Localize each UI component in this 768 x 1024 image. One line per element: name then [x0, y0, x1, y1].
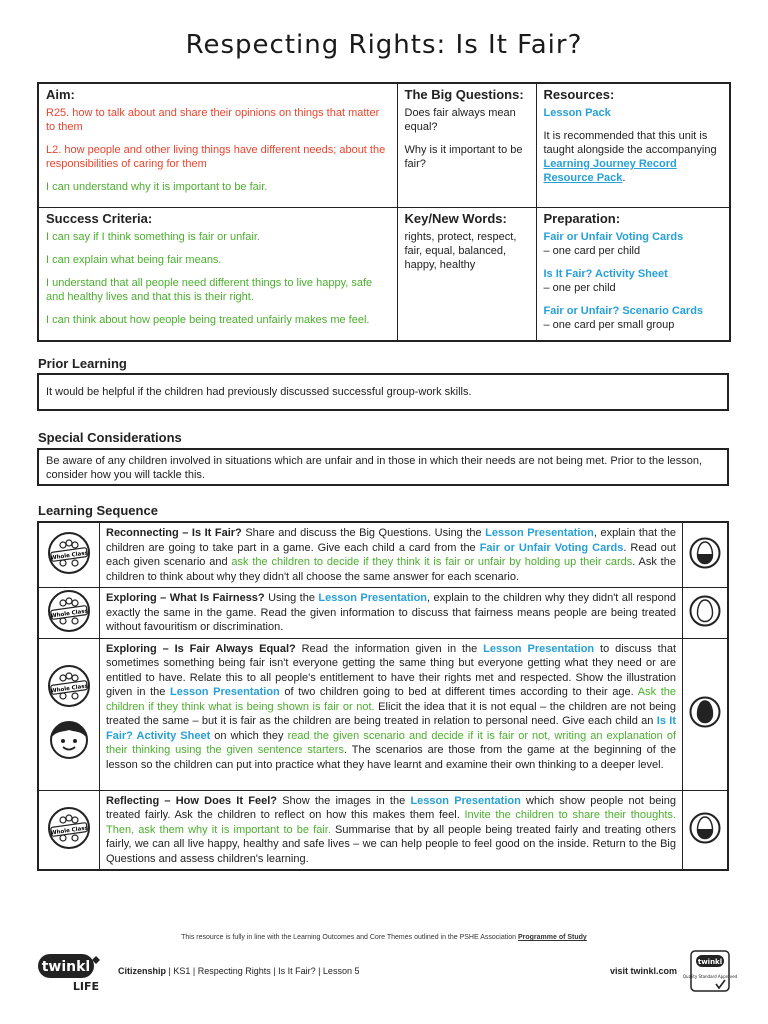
visit-twinkl-link[interactable]: visit twinkl.com	[610, 966, 678, 976]
whole-class-icon	[47, 589, 91, 633]
whole-class-icon-cell	[38, 522, 100, 588]
prior-learning-box	[37, 373, 729, 411]
preparation-heading: Preparation:	[543, 211, 621, 226]
special-considerations-text: Be aware of any children involved in situations which are unfair and in those in which their needs are not being met. Prior to the lesson, consider how you will tackle this.	[46, 455, 703, 481]
big-questions-heading: The Big Questions:	[404, 87, 524, 102]
key-words-cell	[397, 208, 536, 342]
egg-timer-empty-icon	[689, 595, 721, 627]
step-title: Reflecting – How Does It Feel?	[106, 794, 277, 807]
step-text: . Ask the children to think about why they didn't all choose the same answer for each scenario.	[106, 556, 676, 583]
step-title: Exploring – What Is Fairness?	[106, 592, 265, 604]
big-question-2: Why is it important to be fair?	[404, 144, 523, 170]
whole-class-badge-text: Whole Class	[50, 682, 89, 695]
programme-of-study-link[interactable]: Programme of Study	[517, 934, 587, 941]
step-activity: read the given scenario and decide if it is fair or not, writing an explanation of their thinking using the given sentence starters	[106, 729, 677, 756]
quality-logo-text: twinkl	[697, 958, 723, 966]
big-questions-cell	[397, 83, 536, 208]
lesson-presentation-link[interactable]: Lesson Presentation	[170, 686, 280, 698]
footer-note	[0, 934, 768, 941]
footer-note-text: This resource is fully in line with the Learning Outcomes and Core Themes outlined in the PSHE Association	[181, 934, 517, 941]
preparation-cell	[536, 208, 730, 342]
step-activity: ask the children to decide if they think it is fair or unfair by holding up their cards	[231, 556, 633, 568]
step-activity: Invite the children to share their thoughts. Then, ask them why it is important to be fair.	[106, 809, 676, 836]
egg-icon-cell	[683, 790, 729, 870]
success-criterion: I can say if I think something is fair or unfair.	[46, 231, 260, 243]
lesson-presentation-link[interactable]: Lesson Presentation	[410, 794, 521, 807]
prep-item-detail: – one per child	[543, 282, 616, 294]
lesson-plan-table	[37, 82, 731, 342]
step-text: , explain to the children why they didn't all respond exactly the same in the game. Read the given information to discuss that fairness means people are being treated without favouritism or discrimination.	[106, 592, 676, 633]
egg-timer-full-icon	[689, 696, 721, 728]
key-words-heading: Key/New Words:	[404, 211, 507, 226]
step-text: Share and discuss the Big Questions. Using the	[241, 527, 486, 539]
logo-life-text: LIFE	[72, 980, 100, 993]
voting-cards-link[interactable]: Fair or Unfair Voting Cards	[479, 541, 624, 554]
egg-icon-cell	[683, 522, 729, 588]
whole-class-badge-text: Whole Class	[50, 607, 89, 620]
success-criterion: I can explain what being fair means.	[46, 254, 222, 266]
step-text: which show people not being treated fairly. Ask the children to reflect on how this makes them feel.	[106, 794, 676, 821]
twinkl-life-logo	[38, 952, 104, 994]
step-text: . The scenarios are those from the game at the beginning of the lesson so the children can put into practice what they have learnt and examine their own thinking to a deeper level.	[106, 744, 676, 771]
sequence-step	[100, 522, 683, 588]
table-row	[38, 638, 728, 790]
footer-subject: Citizenship	[118, 966, 167, 976]
step-text: Using the	[264, 592, 319, 604]
sequence-step	[100, 588, 683, 639]
step-title: Reconnecting – Is It Fair?	[106, 527, 242, 539]
footer-lesson-info: | KS1 | Respecting Rights | Is It Fair? | Lesson 5	[166, 966, 360, 976]
resources-heading: Resources:	[543, 87, 615, 102]
egg-timer-quarter-icon	[689, 812, 721, 844]
success-criterion: I can think about how people being treated unfairly makes me feel.	[46, 314, 370, 326]
lesson-pack-link[interactable]: Lesson Pack	[543, 107, 611, 119]
lesson-presentation-link[interactable]: Lesson Presentation	[483, 642, 595, 655]
logo-text: twinkl	[41, 959, 91, 975]
prep-item-name[interactable]: Is It Fair? Activity Sheet	[543, 268, 668, 280]
table-row	[38, 522, 728, 588]
prep-item-name[interactable]: Fair or Unfair Voting Cards	[543, 231, 684, 243]
prior-learning-heading: Prior Learning	[38, 356, 127, 371]
whole-class-icon-cell	[38, 588, 100, 639]
step-text: to discuss that sometimes something being fair isn't everyone getting the same thing but everyone getting what they need or are entitled to have. Relate this to all people's entitlement to have their rights met and respected. Show the illustration given in the	[106, 642, 677, 698]
step-text: Show the images in the	[276, 794, 411, 807]
aim-r25: R25. how to talk about and share their opinions on things that matter to them	[46, 107, 380, 133]
special-considerations-box	[37, 448, 729, 486]
table-row	[38, 588, 728, 639]
step-text: Summarise that by all people being treated fairly and treating others fairly, we can all live happy, healthy and safe lives – we can help people to feel good on the inside. Return to the Big Questions and assess children's learning.	[106, 823, 676, 865]
success-criterion: I understand that all people need different things to live happy, safe and healthy lives and that this is their right.	[46, 277, 373, 303]
activity-sheet-link[interactable]: Is It Fair? Activity Sheet	[106, 715, 676, 742]
sequence-step	[100, 790, 683, 870]
lesson-presentation-link[interactable]: Lesson Presentation	[318, 592, 428, 604]
quality-text: Quality Standard Approved	[682, 974, 738, 979]
whole-class-icon	[47, 664, 91, 708]
step-activity: Ask the children if they think what is being shown is fair or not.	[106, 686, 676, 713]
step-text: of two children going to bed at different times according to their age.	[279, 686, 638, 698]
resources-cell	[536, 83, 730, 208]
step-text: , explain that the children are going to take part in a game. Give each child a card from the	[106, 527, 677, 554]
resources-period: .	[622, 172, 626, 184]
learning-journey-link[interactable]: Learning Journey Record Resource Pack	[543, 158, 677, 184]
lesson-presentation-link[interactable]: Lesson Presentation	[485, 527, 594, 539]
aim-ican: I can understand why it is important to be fair.	[46, 181, 268, 193]
egg-icon-cell	[683, 638, 729, 790]
key-words-list: rights, protect, respect, fair, equal, balanced, happy, healthy	[404, 231, 517, 271]
learning-sequence-heading: Learning Sequence	[38, 503, 158, 518]
success-criteria-cell	[38, 208, 397, 342]
aim-l2: L2. how people and other living things have different needs; about the responsibilities of caring for them	[46, 144, 386, 170]
big-question-1: Does fair always mean equal?	[404, 107, 516, 133]
sequence-step	[100, 638, 683, 790]
learning-sequence-table	[37, 521, 729, 871]
step-text: on which they	[210, 729, 288, 742]
quality-standard-badge	[682, 950, 738, 992]
footer-breadcrumb	[118, 966, 359, 976]
aim-heading: Aim:	[46, 87, 75, 102]
whole-class-icon-cell	[38, 790, 100, 870]
page-title: Respecting Rights: Is It Fair?	[185, 30, 583, 60]
egg-icon-cell	[683, 588, 729, 639]
table-row	[38, 790, 728, 870]
prep-item-detail: – one card per child	[543, 245, 641, 257]
resources-text: It is recommended that this unit is taught alongside the accompanying	[543, 130, 717, 156]
whole-class-badge-text: Whole Class	[50, 824, 89, 837]
whole-class-icon-cell	[38, 638, 100, 790]
step-title: Exploring – Is Fair Always Equal?	[106, 642, 296, 655]
prep-item-detail: – one card per small group	[543, 319, 675, 331]
special-considerations-heading: Special Considerations	[38, 430, 182, 445]
success-criteria-heading: Success Criteria:	[46, 211, 153, 226]
prep-item-name[interactable]: Fair or Unfair? Scenario Cards	[543, 305, 704, 317]
step-text: Elicit the idea that it is not equal – the children are not being treated the same – but it is fair as the children are being treated in relation to personal need. Give each child an	[106, 700, 676, 727]
whole-class-badge-text: Whole Class	[50, 550, 89, 562]
whole-class-icon	[47, 806, 91, 850]
egg-timer-quarter-icon	[689, 537, 721, 569]
aim-cell	[38, 83, 397, 208]
step-text: Read the information given in the	[295, 642, 484, 655]
step-text: . Read out each given scenario and	[106, 541, 676, 568]
whole-class-icon	[47, 531, 91, 575]
individual-child-icon	[49, 720, 89, 760]
prior-learning-text: It would be helpful if the children had previously discussed successful group-work skills.	[46, 386, 472, 398]
